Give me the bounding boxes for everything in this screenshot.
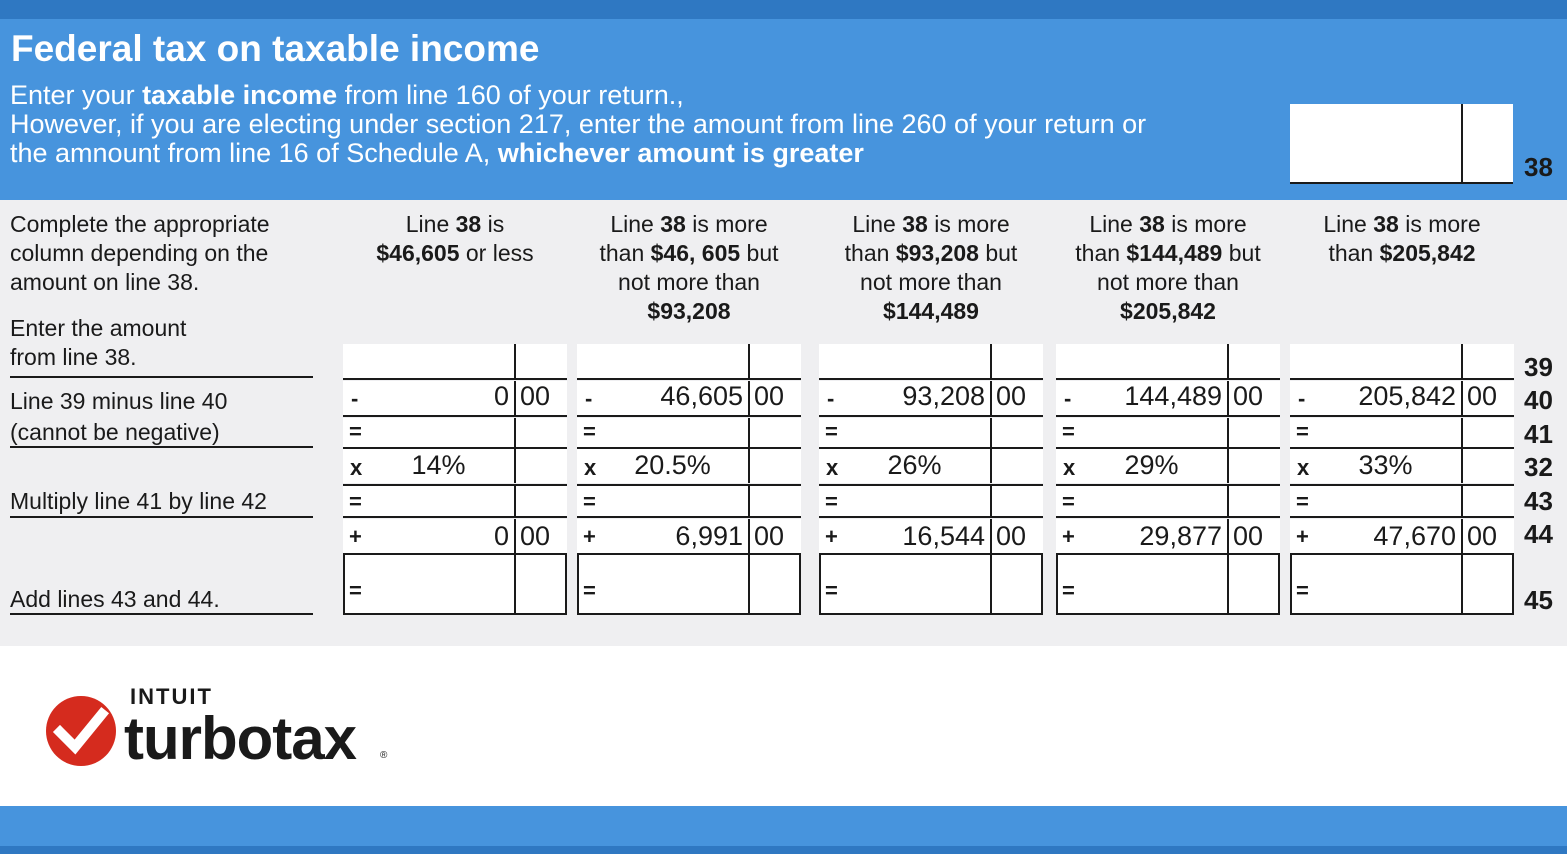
- line-38-input[interactable]: [1290, 104, 1513, 184]
- col-2-head-1-part: is more: [685, 211, 768, 237]
- turbotax-wordmark: turbotax: [124, 705, 356, 772]
- col-3-head-2: [799, 239, 1063, 268]
- col-2-line-42-divider: [748, 449, 750, 483]
- col-4-head-1-part: Line: [1089, 211, 1140, 237]
- col-4-line-40-divider: [1227, 381, 1229, 415]
- col-1-line-40-cents: 00: [520, 381, 551, 411]
- col-2-line-41-divider: [748, 418, 750, 447]
- label-minus-2: (cannot be negative): [10, 419, 220, 445]
- col-3-line-44-divider: [990, 519, 992, 553]
- col-4-rate: 29%: [1124, 450, 1179, 480]
- col-5-rule-4: [1290, 484, 1514, 486]
- col-5-line-41-divider: [1461, 418, 1463, 447]
- col-2-line-41-field[interactable]: [577, 418, 801, 447]
- col-5-line-44-value: 47,670: [1373, 521, 1456, 551]
- col-3-head-1-part: Line: [852, 211, 903, 237]
- col-4-line-39-divider: [1227, 344, 1229, 378]
- col-4-head-1-part: is more: [1164, 211, 1247, 237]
- col-4-line-45-divider: [1227, 555, 1229, 613]
- col-4-head-2-part: $144,489: [1126, 240, 1223, 266]
- col-4-line-41-divider: [1227, 418, 1229, 447]
- col-2-times-sign: x: [584, 455, 597, 480]
- col-5-head-1: [1270, 210, 1534, 239]
- col-2-rate: 20.5%: [634, 450, 711, 480]
- col-5-rule-3: [1290, 447, 1514, 449]
- col-2-head-1: [557, 210, 821, 239]
- col-3-rule-1: [819, 378, 1043, 380]
- col-5-rate: 33%: [1358, 450, 1413, 480]
- col-3-head-4-part: $144,489: [883, 298, 979, 324]
- col-2-line-39-field[interactable]: [577, 344, 801, 378]
- col-2-equals-43: =: [583, 489, 596, 514]
- col-4-equals-43: =: [1062, 489, 1075, 514]
- col-4-line-42-divider: [1227, 449, 1229, 483]
- col-4-rule-5: [1056, 516, 1280, 518]
- col-3-head-1-part: 38: [902, 211, 928, 237]
- col-3-line-42-divider: [990, 449, 992, 483]
- col-1-line-40-divider: [514, 381, 516, 415]
- col-5-line-41-field[interactable]: [1290, 418, 1514, 447]
- label-enter-amount-2: from line 38.: [10, 344, 137, 370]
- col-2-line-43-field[interactable]: [577, 486, 801, 516]
- instruction-line-3: amount on line 38.: [10, 269, 200, 295]
- label-rule-41: [10, 446, 313, 448]
- col-1-equals-41: =: [349, 419, 362, 444]
- col-3-minus-sign: -: [827, 386, 835, 411]
- col-4-rule-1: [1056, 378, 1280, 380]
- col-5-rule-5: [1290, 516, 1514, 518]
- page-title: Federal tax on taxable income: [11, 28, 540, 69]
- col-3-head-3-part: not more than: [860, 269, 1002, 295]
- col-2-line-39-divider: [748, 344, 750, 378]
- col-3-line-41-field[interactable]: [819, 418, 1043, 447]
- col-2-head-2-part: than: [599, 240, 651, 266]
- col-2-plus-sign: +: [583, 524, 596, 549]
- col-2-minus-sign: -: [585, 386, 593, 411]
- col-5-line-42-divider: [1461, 449, 1463, 483]
- col-4-head-4-part: $205,842: [1120, 298, 1216, 324]
- col-3-line-44-cents: 00: [996, 521, 1027, 551]
- col-1-line-44-cents: 00: [520, 521, 551, 551]
- label-add: Add lines 43 and 44.: [10, 586, 220, 612]
- col-5-equals-41: =: [1296, 419, 1309, 444]
- label-enter-amount-1: Enter the amount: [10, 315, 187, 341]
- col-1-rule-5: [343, 516, 567, 518]
- col-1-head-2-part: or less: [459, 240, 534, 266]
- col-5-minus-sign: -: [1298, 386, 1306, 411]
- col-1-line-45-field[interactable]: [343, 553, 567, 615]
- col-1-minus-sign: -: [351, 386, 359, 411]
- col-4-head-1: [1036, 210, 1300, 239]
- col-4-rule-2: [1056, 415, 1280, 417]
- col-2-rule-2: [577, 415, 801, 417]
- col-1-head-1-part: 38: [455, 211, 482, 237]
- col-4-line-39-field[interactable]: [1056, 344, 1280, 378]
- col-1-head-1-part: Line: [405, 211, 456, 237]
- col-1-equals-45: =: [349, 578, 362, 603]
- col-2-head-1-part: Line: [610, 211, 661, 237]
- col-4-head-3: [1036, 268, 1300, 297]
- col-1-line-44-value: 0: [493, 521, 509, 551]
- label-rule-39: [10, 376, 313, 378]
- col-5-line-40-divider: [1461, 381, 1463, 415]
- col-2-head-1-part: 38: [660, 211, 686, 237]
- col-4-head-1-part: 38: [1139, 211, 1165, 237]
- col-1-head-1: [323, 210, 587, 239]
- col-3-plus-sign: +: [825, 524, 838, 549]
- col-3-rate: 26%: [887, 450, 942, 480]
- col-4-equals-45: =: [1062, 578, 1075, 603]
- col-2-line-44-value: 6,991: [675, 521, 743, 551]
- col-5-line-44-cents: 00: [1467, 521, 1498, 551]
- col-2-head-2: [557, 239, 821, 268]
- col-2-rule-3: [577, 447, 801, 449]
- col-5-times-sign: x: [1297, 455, 1310, 480]
- col-5-line-45-field[interactable]: [1290, 553, 1514, 615]
- col-1-rule-4: [343, 484, 567, 486]
- col-1-rule-3: [343, 447, 567, 449]
- col-1-line-39-field[interactable]: [343, 344, 567, 378]
- col-5-line-45-divider: [1461, 555, 1463, 613]
- col-3-line-41-divider: [990, 418, 992, 447]
- col-3-head-2-part: $93,208: [895, 240, 979, 266]
- col-1-head-1-part: is: [481, 211, 505, 237]
- col-4-line-43-divider: [1227, 486, 1229, 516]
- col-3-line-40-cents: 00: [996, 381, 1027, 411]
- col-5-line-40-cents: 00: [1467, 381, 1498, 411]
- col-1-rate: 14%: [411, 450, 466, 480]
- col-3-line-43-field[interactable]: [819, 486, 1043, 516]
- registered-mark: ®: [380, 750, 388, 761]
- col-2-equals-45: =: [583, 578, 596, 603]
- col-3-head-4: [799, 297, 1063, 326]
- col-1-line-45-divider: [514, 555, 516, 613]
- col-4-head-2: [1036, 239, 1300, 268]
- line-number-40: 40: [1524, 385, 1553, 415]
- line-number-39: 39: [1524, 352, 1553, 382]
- line-number-41: 41: [1524, 419, 1553, 449]
- col-3-rule-4: [819, 484, 1043, 486]
- col-5-plus-sign: +: [1296, 524, 1309, 549]
- col-3-line-44-value: 16,544: [902, 521, 985, 551]
- col-3-head-1-part: is more: [927, 211, 1010, 237]
- col-1-rule-2: [343, 415, 567, 417]
- col-4-rule-3: [1056, 447, 1280, 449]
- col-4-line-44-value: 29,877: [1139, 521, 1222, 551]
- col-3-times-sign: x: [826, 455, 839, 480]
- col-3-line-40-divider: [990, 381, 992, 415]
- turbotax-check-icon: [44, 694, 118, 773]
- col-4-line-44-divider: [1227, 519, 1229, 553]
- intro-line-3: the amnount from line 16 of Schedule A, whichever amount is greater: [10, 138, 864, 168]
- col-1-head-2: [323, 239, 587, 268]
- col-5-line-39-field[interactable]: [1290, 344, 1514, 378]
- instruction-line-1: Complete the appropriate: [10, 211, 270, 237]
- footer-bar-bottom: [0, 846, 1567, 854]
- col-3-head-3: [799, 268, 1063, 297]
- col-3-line-39-divider: [990, 344, 992, 378]
- col-2-rule-1: [577, 378, 801, 380]
- col-1-line-40-value: 0: [493, 381, 509, 411]
- col-4-head-2-part: than: [1075, 240, 1127, 266]
- col-3-rule-2: [819, 415, 1043, 417]
- col-5-head-2: [1270, 239, 1534, 268]
- col-1-line-41-divider: [514, 418, 516, 447]
- col-3-line-39-field[interactable]: [819, 344, 1043, 378]
- col-2-equals-41: =: [583, 419, 596, 444]
- col-3-head-2-part: than: [844, 240, 896, 266]
- col-4-line-40-cents: 00: [1233, 381, 1264, 411]
- col-1-line-41-field[interactable]: [343, 418, 567, 447]
- col-2-head-2-part: but: [740, 240, 779, 266]
- col-2-line-40-divider: [748, 381, 750, 415]
- col-4-line-45-field[interactable]: [1056, 553, 1280, 615]
- line-number-44: 44: [1524, 519, 1553, 549]
- col-5-rule-1: [1290, 378, 1514, 380]
- col-3-line-43-divider: [990, 486, 992, 516]
- col-3-rule-5: [819, 516, 1043, 518]
- intuit-wordmark: INTUIT: [130, 684, 213, 709]
- col-1-equals-43: =: [349, 489, 362, 514]
- col-5-line-43-field[interactable]: [1290, 486, 1514, 516]
- col-1-line-43-field[interactable]: [343, 486, 567, 516]
- instruction-line-2: column depending on the: [10, 240, 269, 266]
- label-minus-1: Line 39 minus line 40: [10, 388, 228, 414]
- col-5-head-2-part: $205,842: [1379, 240, 1476, 266]
- col-1-plus-sign: +: [349, 524, 362, 549]
- col-3-equals-45: =: [825, 578, 838, 603]
- col-5-head-1-part: Line: [1323, 211, 1374, 237]
- col-4-line-41-field[interactable]: [1056, 418, 1280, 447]
- line-number-43: 43: [1524, 486, 1553, 516]
- col-4-plus-sign: +: [1062, 524, 1075, 549]
- col-2-line-44-divider: [748, 519, 750, 553]
- col-2-line-45-field[interactable]: [577, 553, 801, 615]
- col-5-line-40-value: 205,842: [1358, 381, 1456, 411]
- col-4-rule-4: [1056, 484, 1280, 486]
- col-5-line-44-divider: [1461, 519, 1463, 553]
- col-1-head-2-part: $46,605: [376, 240, 460, 266]
- col-4-equals-41: =: [1062, 419, 1075, 444]
- line-number-32: 32: [1524, 452, 1553, 482]
- intro-line-1: Enter your taxable income from line 160 of your return.,: [10, 80, 684, 110]
- col-2-line-44-cents: 00: [754, 521, 785, 551]
- line-number-38: 38: [1524, 152, 1553, 182]
- col-4-head-3-part: not more than: [1097, 269, 1239, 295]
- col-5-equals-45: =: [1296, 578, 1309, 603]
- col-2-line-40-value: 46,605: [660, 381, 743, 411]
- col-4-minus-sign: -: [1064, 386, 1072, 411]
- col-2-head-3-part: not more than: [618, 269, 760, 295]
- col-3-equals-41: =: [825, 419, 838, 444]
- col-3-equals-43: =: [825, 489, 838, 514]
- col-1-rule-1: [343, 378, 567, 380]
- col-2-line-43-divider: [748, 486, 750, 516]
- col-5-head-1-part: is more: [1398, 211, 1481, 237]
- col-5-line-43-divider: [1461, 486, 1463, 516]
- col-3-line-45-field[interactable]: [819, 553, 1043, 615]
- col-3-rule-3: [819, 447, 1043, 449]
- col-1-line-44-divider: [514, 519, 516, 553]
- col-2-rule-5: [577, 516, 801, 518]
- col-4-times-sign: x: [1063, 455, 1076, 480]
- col-1-line-43-divider: [514, 486, 516, 516]
- col-3-line-40-value: 93,208: [902, 381, 985, 411]
- col-2-head-2-part: $46, 605: [650, 240, 741, 266]
- label-multiply: Multiply line 41 by line 42: [10, 488, 267, 514]
- col-2-head-4: [557, 297, 821, 326]
- col-5-rule-2: [1290, 415, 1514, 417]
- col-5-head-2-part: than: [1328, 240, 1380, 266]
- top-bar: [0, 0, 1567, 19]
- col-1-line-42-divider: [514, 449, 516, 483]
- col-2-line-40-cents: 00: [754, 381, 785, 411]
- col-4-line-44-cents: 00: [1233, 521, 1264, 551]
- col-5-head-1-part: 38: [1373, 211, 1399, 237]
- line-number-45: 45: [1524, 585, 1553, 615]
- col-2-head-4-part: $93,208: [647, 298, 731, 324]
- col-1-times-sign: x: [350, 455, 363, 480]
- col-2-rule-4: [577, 484, 801, 486]
- col-3-line-45-divider: [990, 555, 992, 613]
- col-1-line-39-divider: [514, 344, 516, 378]
- col-2-head-3: [557, 268, 821, 297]
- col-4-line-40-value: 144,489: [1124, 381, 1222, 411]
- col-4-head-4: [1036, 297, 1300, 326]
- col-5-line-39-divider: [1461, 344, 1463, 378]
- col-2-line-45-divider: [748, 555, 750, 613]
- col-3-head-1: [799, 210, 1063, 239]
- col-4-head-2-part: but: [1222, 240, 1261, 266]
- label-rule-43: [10, 516, 313, 518]
- col-5-equals-43: =: [1296, 489, 1309, 514]
- col-3-head-2-part: but: [978, 240, 1018, 266]
- col-4-line-43-field[interactable]: [1056, 486, 1280, 516]
- intro-line-2: However, if you are electing under section 217, enter the amount from line 260 of your return or: [10, 109, 1147, 139]
- label-rule-45: [10, 613, 313, 615]
